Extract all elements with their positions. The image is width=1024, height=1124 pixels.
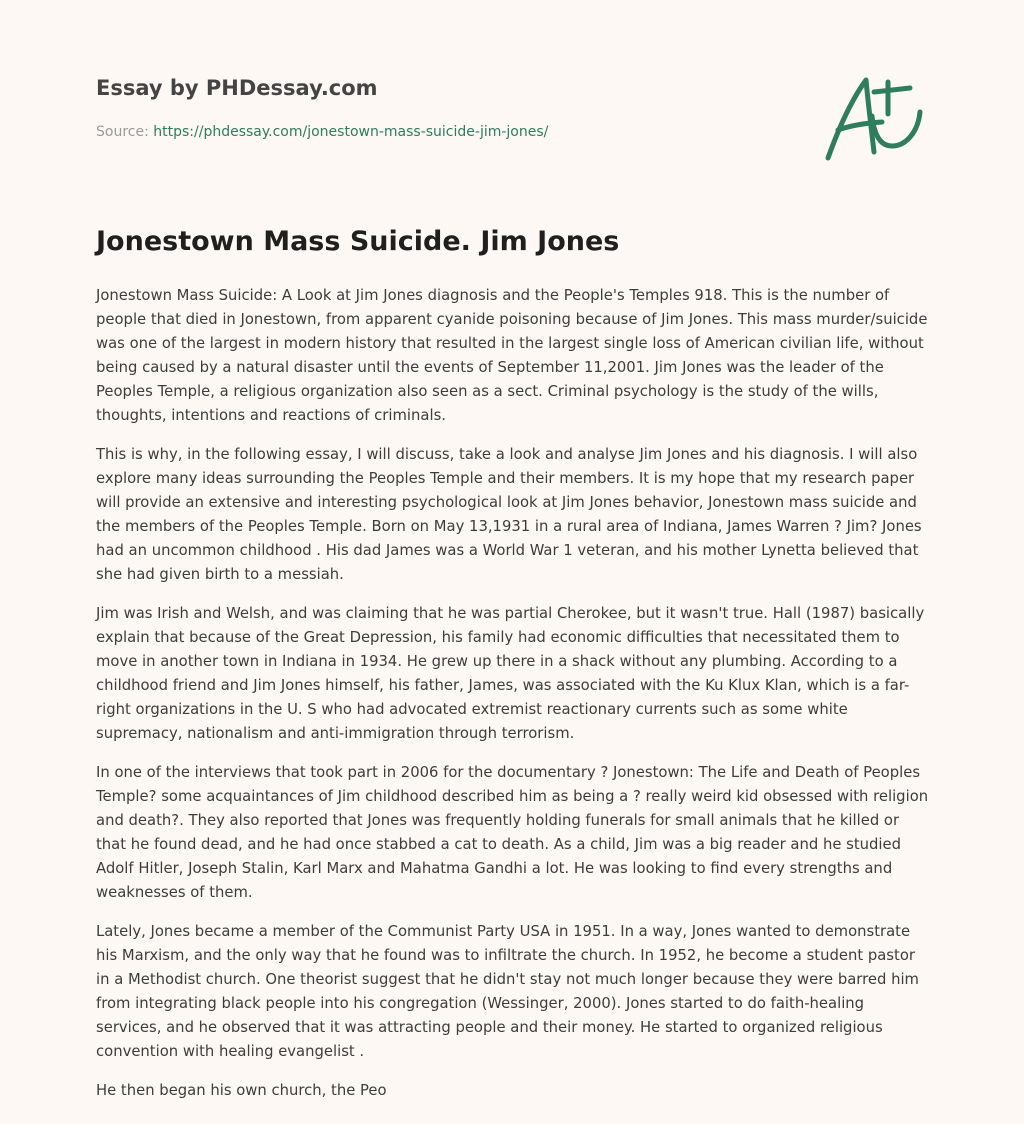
essay-paragraph: Jim was Irish and Welsh, and was claiming that he was partial Cherokee, but it wasn't true. Hall (1987) basically explain that because of the Great Depression, his family had economic difficulties that necessitated them to move in another town in Indiana in 1934. He grew up there in a shack without any plumbing. According to a childhood friend and Jim Jones himself, his father, James, was associated with the Ku Klux Klan, which is a far-right organizations in the U. S who had advocated extremist reactionary currents such as some white supremacy, nationalism and anti-immigration through terrorism. — [96, 605, 925, 742]
essay-paragraph: Jonestown Mass Suicide: A Look at Jim Jones diagnosis and the People's Temples 918. This is the number of people that died in Jonestown, from apparent cyanide poisoning because of Jim Jones. This mass murder/suicide was one of the largest in modern history that resulted in the largest single loss of American civilian life, without being caused by a natural disaster until the events of September 11,2001. Jim Jones was the leader of the Peoples Temple, a religious organization also seen as a sect. Criminal psychology is the study of the wills, thoughts, intentions and reactions of criminals. — [96, 287, 928, 424]
essay-title: Jonestown Mass Suicide. Jim Jones — [96, 226, 620, 257]
essay-paragraph: This is why, in the following essay, I will discuss, take a look and analyse Jim Jones and his diagnosis. I will also explore many ideas surrounding the Peoples Temple and their members. It is my hope that my research paper will provide an extensive and interesting psychological look at Jim Jones behavior, Jonestown mass suicide and the members of the Peoples Temple. Born on May 13,1931 in a rural area of Indiana, James Warren ? Jim? Jones had an uncommon childhood . His dad James was a World War 1 veteran, and his mother Lynetta believed that she had given birth to a messiah. — [96, 446, 922, 583]
source-link[interactable]: https://phdessay.com/jonestown-mass-suicide-jim-jones/ — [153, 124, 549, 140]
source-line — [96, 124, 548, 140]
a-plus-logo-icon — [822, 68, 930, 164]
source-label: Source: — [96, 124, 149, 140]
essay-paragraph: In one of the interviews that took part in 2006 for the documentary ? Jonestown: The Life and Death of Peoples Temple? some acquaintances of Jim childhood described him as being a ? really weird kid obsessed with religion and death?. They also reported that Jones was frequently holding funerals for small animals that he killed or that he found dead, and he had once stabbed a cat to death. As a child, Jim was a big reader and he studied Adolf Hitler, Joseph Stalin, Karl Marx and Mahatma Gandhi a lot. He was looking to find every strengths and weaknesses of them. — [96, 764, 929, 901]
essay-paragraph: Lately, Jones became a member of the Communist Party USA in 1951. In a way, Jones wanted to demonstrate his Marxism, and the only way that he found was to infiltrate the church. In 1952, he become a student pastor in a Methodist church. One theorist suggest that he didn't stay not much longer because they were barred him from integrating black people into his congregation (Wessinger, 2000). Jones started to do faith-healing services, and he observed that it was attracting people and their money. He started to organized religious convention with healing evangelist . — [96, 923, 919, 1060]
site-brand: Essay by PHDessay.com — [96, 76, 378, 100]
essay-body — [96, 284, 930, 1118]
essay-paragraph: He then began his own church, the Peo — [96, 1082, 387, 1099]
